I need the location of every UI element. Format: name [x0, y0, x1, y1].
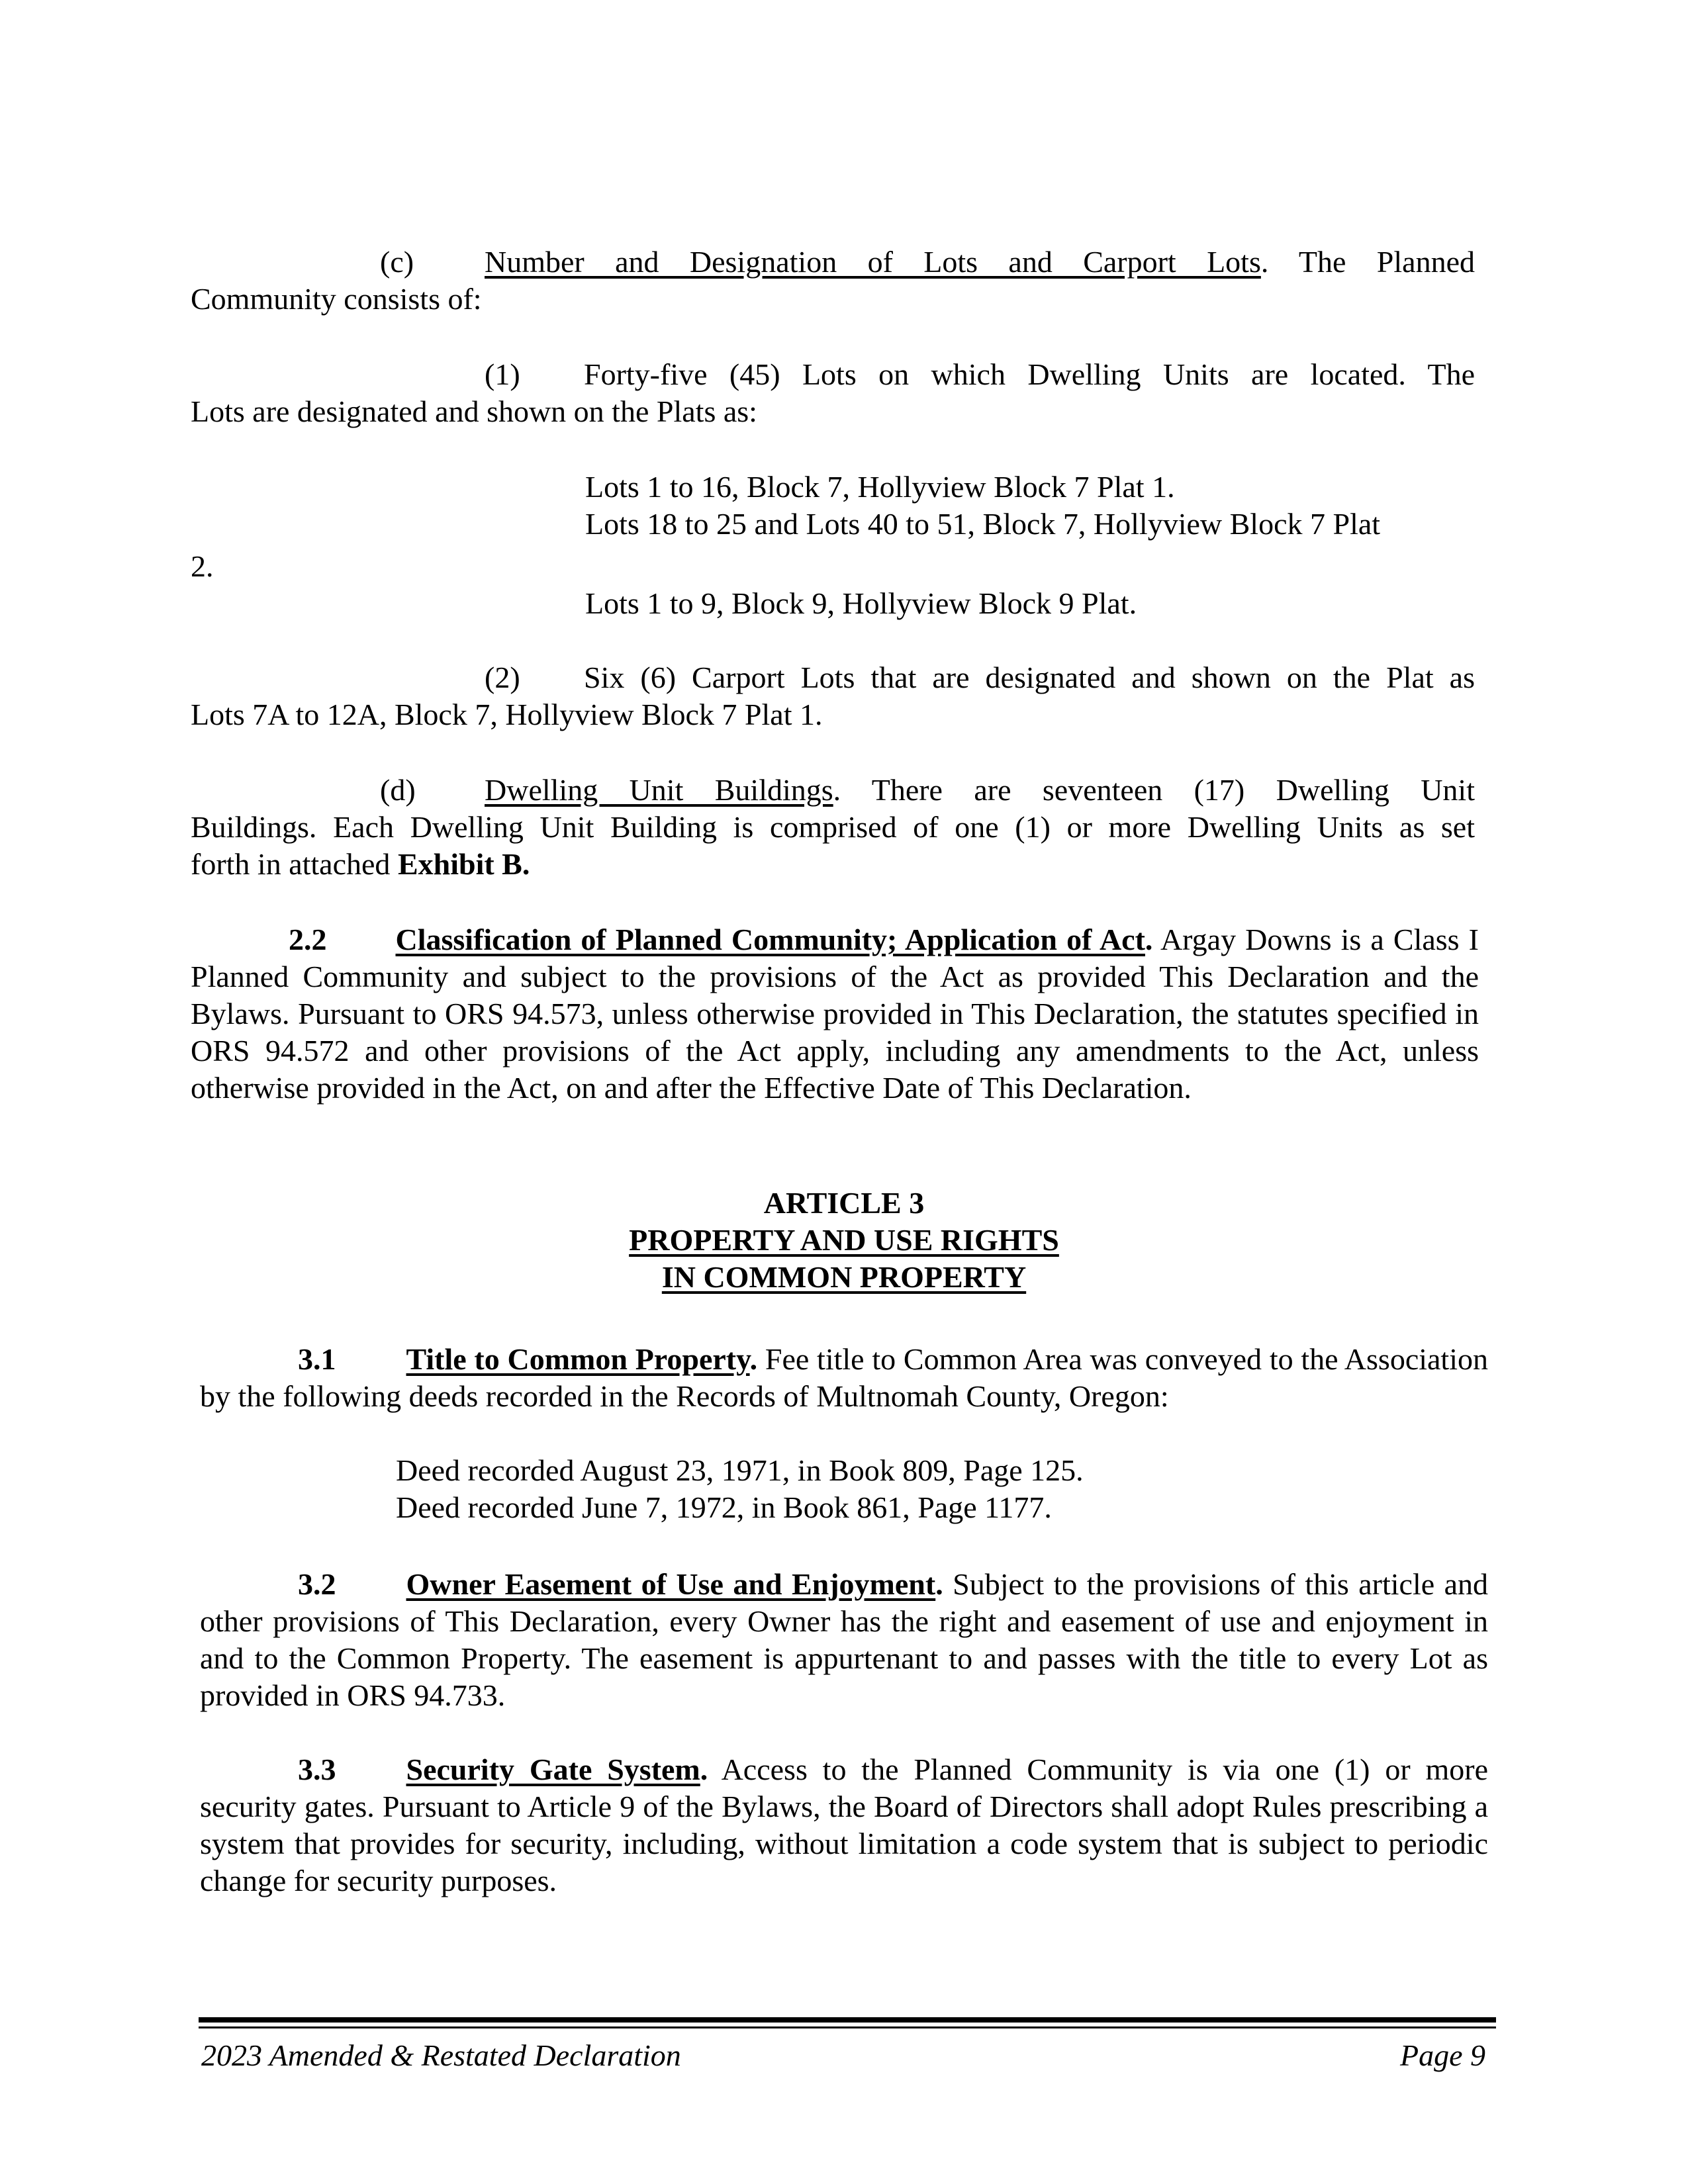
- section-c-line2: Community consists of:: [191, 282, 482, 316]
- item-2-line1: Six (6) Carport Lots that are designated and shown on the Plat as: [584, 660, 1475, 694]
- section-3-3-number: 3.3: [298, 1752, 336, 1786]
- item-2-line2: Lots 7A to 12A, Block 7, Hollyview Block 7 Plat 1.: [191, 698, 823, 731]
- item-1-line2: Lots are designated and shown on the Plats as:: [191, 394, 757, 428]
- section-3-1-paragraph: [200, 1341, 1488, 1415]
- section-3-2-number: 3.2: [298, 1567, 336, 1601]
- section-d-line2: Buildings. Each Dwelling Unit Building is comprised of one (1) or more Dwelling Units as set: [191, 810, 1475, 844]
- article-title-line1-text: PROPERTY AND USE RIGHTS: [629, 1223, 1059, 1257]
- section-d-line3: [191, 846, 530, 883]
- footer-rule-thin: [199, 2026, 1496, 2028]
- section-3-2-dot: .: [935, 1567, 943, 1601]
- article-title-line1: [0, 1222, 1688, 1259]
- lots-line-1: Lots 1 to 16, Block 7, Hollyview Block 7 Plat 1.: [585, 470, 1175, 504]
- section-3-3-dot: .: [700, 1752, 708, 1786]
- section-d-heading: Dwelling Unit Buildings: [485, 773, 833, 807]
- section-2-2-paragraph: [191, 921, 1479, 1107]
- section-3-1-number: 3.1: [298, 1342, 336, 1376]
- section-3-3-heading: Security Gate System: [406, 1752, 700, 1786]
- section-3-1-text: Fee title to Common Area was conveyed to the Association by the following deeds recorded in the Records of Multnomah County, Oregon:: [200, 1342, 1488, 1413]
- exhibit-b-reference: Exhibit B.: [397, 847, 530, 881]
- footer-rule-thick: [199, 2017, 1496, 2023]
- footer-document-title: 2023 Amended & Restated Declaration: [201, 2038, 681, 2072]
- lots-line-2-wrap: 2.: [191, 549, 214, 583]
- section-2-2-dot: .: [1145, 923, 1153, 956]
- section-3-2-paragraph: [200, 1566, 1488, 1714]
- section-c-line1: [485, 244, 1475, 281]
- section-3-2-heading: Owner Easement of Use and Enjoyment: [406, 1567, 936, 1601]
- section-c-text: . The Planned: [1260, 245, 1475, 279]
- section-d-text: . There are seventeen (17) Dwelling Unit: [833, 773, 1475, 807]
- section-c-heading: Number and Designation of Lots and Carport Lots: [485, 245, 1261, 279]
- item-1-line1: Forty-five (45) Lots on which Dwelling Units are located. The: [584, 357, 1475, 391]
- lots-line-3: Lots 1 to 9, Block 9, Hollyview Block 9 Plat.: [585, 586, 1137, 620]
- section-3-1-dot: .: [749, 1342, 758, 1376]
- article-title-line2-text: IN COMMON PROPERTY: [661, 1260, 1027, 1294]
- item-1-number: (1): [485, 357, 520, 391]
- section-3-3-text: Access to the Planned Community is via one (1) or more security gates. Pursuant to Article 9 of the Bylaws, the Board of Directors shall adopt Rules prescribing a system that provides for security, including, without limitation a code system that is subject to periodic change for security purposes.: [200, 1752, 1488, 1897]
- section-c-number: (c): [380, 245, 414, 279]
- section-d-line3-text: forth in attached: [191, 847, 398, 881]
- section-3-2-text: Subject to the provisions of this article and other provisions of This Declaration, every Owner has the right and easement of use and enjoyment in and to the Common Property. The easement is appurtenant to and passes with the title to every Lot as provided in ORS 94.733.: [200, 1567, 1489, 1712]
- section-d-line1: [485, 772, 1475, 809]
- article-number: ARTICLE 3: [763, 1186, 925, 1220]
- lots-line-2: Lots 18 to 25 and Lots 40 to 51, Block 7, Hollyview Block 7 Plat: [585, 507, 1381, 541]
- deed-1: Deed recorded August 23, 1971, in Book 809, Page 125.: [396, 1453, 1084, 1487]
- deed-2: Deed recorded June 7, 1972, in Book 861, Page 1177.: [396, 1490, 1052, 1524]
- section-d-number: (d): [380, 773, 416, 807]
- section-2-2-number: 2.2: [289, 923, 327, 956]
- section-2-2-heading: Classification of Planned Community; Application of Act: [395, 923, 1145, 956]
- footer-page-number: Page 9: [1399, 2038, 1485, 2072]
- section-3-1-heading: Title to Common Property: [406, 1342, 750, 1376]
- section-3-3-paragraph: [200, 1751, 1488, 1899]
- item-2-number: (2): [485, 660, 520, 694]
- section-2-2-text: Argay Downs is a Class I Planned Community and subject to the provisions of the Act as provided This Declaration and the Bylaws. Pursuant to ORS 94.573, unless otherwise provided in This Declaration, the statutes specified in ORS 94.572 and other provisions of the Act apply, including any amendments to the Act, unless otherwise provided in the Act, on and after the Effective Date of This Declaration.: [191, 923, 1479, 1105]
- article-title-line2: [0, 1259, 1688, 1296]
